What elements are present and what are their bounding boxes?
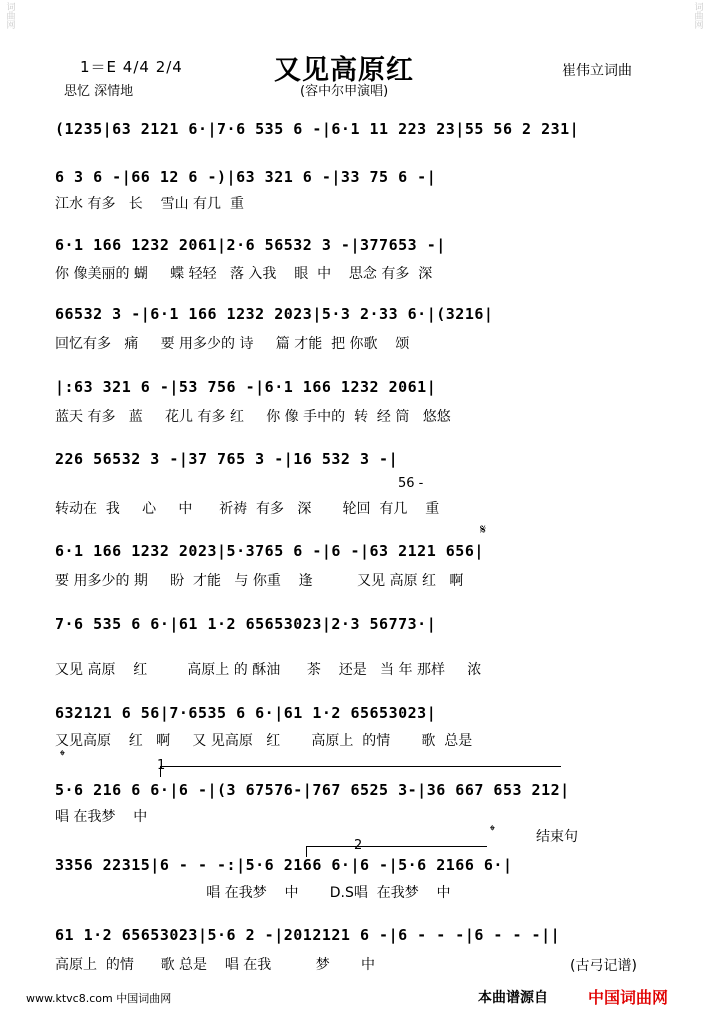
score-line-9: 632121 6 56|7·6535 6 6·|61 1·2 65653023| xyxy=(55,704,437,722)
lyric-line-10: 唱 在我梦 中 xyxy=(55,809,148,825)
left-watermark-strip xyxy=(0,0,22,1033)
coda-sign-2: 𝄌 xyxy=(490,823,495,839)
lyricist-composer-credit: 崔伟立词曲 xyxy=(562,63,632,79)
transcriber-credit: (古弓记谱) xyxy=(570,958,637,974)
segno-sign: 𝄋 xyxy=(480,522,487,538)
score-line-6: 226 56532 3 -|37 765 3 -|16 532 3 -| xyxy=(55,450,399,468)
score-line-4: 66532 3 -|6·1 166 1232 2023|5·3 2·33 6·|(3216| xyxy=(55,305,494,323)
watermark-text: 词 曲 网 xyxy=(694,3,704,31)
lyric-line-11: 唱 在我梦 中 D.S唱 在我梦 中 xyxy=(55,885,451,901)
performer-credit: (容中尔甲演唱) xyxy=(300,84,389,99)
score-line-3: 6·1 166 1232 2061|2·6 56532 3 -|377653 -| xyxy=(55,236,446,254)
lyric-line-8: 又见 高原 红 高原上 的 酥油 茶 还是 当 年 那样 浓 xyxy=(55,662,482,678)
lyric-line-4: 回忆有多 痛 要 用多少的 诗 篇 才能 把 你歌 颂 xyxy=(55,336,410,352)
lyric-line-6: 转动在 我 心 中 祈祷 有多 深 轮回 有几 重 xyxy=(55,501,440,517)
vocable-note: 56 - xyxy=(398,476,424,491)
tempo-mood: 思忆 深情地 xyxy=(64,84,134,99)
ending-section-label: 结束句 xyxy=(536,829,578,845)
lyric-line-12: 高原上 的情 歌 总是 唱 在我 梦 中 xyxy=(55,957,375,973)
right-watermark-strip xyxy=(688,0,710,1033)
footer-source-label: 本曲谱源自 xyxy=(478,990,548,1006)
score-line-1: (1235|63 2121 6·|7·6 535 6 -|6·1 11 223 23|55 56 2 231| xyxy=(55,120,580,138)
score-line-11: 3356 22315|6 - - -:|5·6 2166 6·|6 -|5·6 2166 6·| xyxy=(55,856,513,874)
lyric-line-2: 江水 有多 长 雪山 有几 重 xyxy=(55,196,244,212)
lyric-line-3: 你 像美丽的 蝴 蝶 轻轻 落 入我 眼 中 思念 有多 深 xyxy=(55,266,433,282)
first-ending-bracket xyxy=(160,766,561,777)
lyric-line-7: 要 用多少的 期 盼 才能 与 你重 逢 又见 高原 红 啊 xyxy=(55,573,464,589)
score-line-5: |:63 321 6 -|53 756 -|6·1 166 1232 2061| xyxy=(55,378,437,396)
lyric-line-5: 蓝天 有多 蓝 花儿 有多 红 你 像 手中的 转 经 筒 悠悠 xyxy=(55,409,451,425)
footer-brand-logo[interactable]: 中国词曲网 xyxy=(588,988,669,1007)
lyric-line-9: 又见高原 红 啊 又 见高原 红 高原上 的情 歌 总是 xyxy=(55,733,473,749)
key-signature: 1＝E 4/4 2/4 xyxy=(80,58,183,76)
score-line-7: 6·1 166 1232 2023|5·3765 6 -|6 -|63 2121 656| xyxy=(55,542,484,560)
score-line-12: 61 1·2 65653023|5·6 2 -|2012121 6 -|6 - - -|6 - - -|| xyxy=(55,926,561,944)
score-line-2: 6 3 6 -|66 12 6 -)|63 321 6 -|33 75 6 -| xyxy=(55,168,437,186)
watermark-text: 词 曲 网 xyxy=(6,3,16,31)
score-line-10: 5·6 216 6 6·|6 -|(3 67576-|767 6525 3-|36 667 653 212| xyxy=(55,781,570,799)
score-line-8: 7·6 535 6 6·|61 1·2 65653023|2·3 56773·| xyxy=(55,615,437,633)
footer-site-link[interactable]: www.ktvc8.com 中国词曲网 xyxy=(26,992,172,1005)
coda-sign-1: 𝄌 xyxy=(60,748,65,764)
first-ending-label: 1 xyxy=(157,758,166,773)
second-ending-label: 2 xyxy=(354,838,363,853)
song-title: 又见高原红 xyxy=(274,55,414,86)
